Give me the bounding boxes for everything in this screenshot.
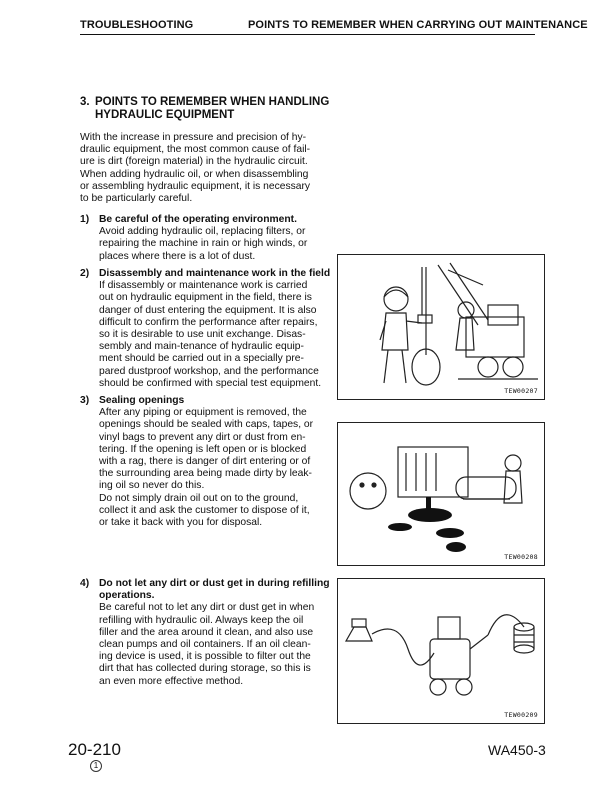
item-2-line: sembly and main-tenance of hydraulic equip-: [99, 341, 304, 353]
section-number: 3.: [80, 96, 90, 108]
intro-paragraph: [80, 132, 310, 205]
item-4-number: 4): [80, 578, 90, 589]
item-2-line: difficult to confirm the performance after repairs,: [99, 316, 318, 328]
item-2-line: out on hydraulic equipment in the field, there is: [99, 292, 312, 304]
item-2-title: Disassembly and maintenance work in the field: [99, 268, 331, 279]
item-3-line: collect it and ask the customer to dispose of it,: [99, 504, 310, 516]
header-section-name: TROUBLESHOOTING: [80, 19, 194, 31]
item-2-line: danger of dust entering the equipment. It is also: [99, 304, 317, 316]
item-1-number: 1): [80, 214, 90, 225]
revision-mark: 1: [90, 760, 102, 772]
item-2-line: pared dustproof workshop, and the performance: [99, 365, 319, 377]
figure-2-code: TEW00208: [504, 553, 538, 561]
item-2-line: should be confirmed with special test equipment.: [99, 377, 322, 389]
oil-spill-machine-icon: [338, 423, 544, 565]
model-number: WA450-3: [488, 742, 546, 758]
item-3-line: or take it back with you for disposal.: [99, 517, 263, 529]
item-1-line: repairing the machine in rain or high winds, or: [99, 238, 308, 250]
item-4-line: filler and the area around it clean, and also use: [99, 626, 314, 638]
item-2-number: 2): [80, 268, 90, 279]
item-4-title: operations.: [99, 590, 155, 602]
figure-1: [337, 254, 545, 400]
item-4-line: an even more effective method.: [99, 675, 244, 687]
intro-line: draulic equipment, the most common cause of fail-: [80, 144, 311, 156]
section-title-line2: HYDRAULIC EQUIPMENT: [95, 109, 235, 121]
item-4-line: Be careful not to let any dirt or dust get in when: [99, 602, 315, 614]
item-4-line: ing device is used, it is possible to filter out the: [99, 651, 311, 663]
item-3-line: openings should be sealed with caps, tapes, or: [99, 419, 314, 431]
header-topic: POINTS TO REMEMBER WHEN CARRYING OUT MAINTENANCE: [248, 19, 588, 31]
item-3-number: 3): [80, 395, 90, 406]
item-2-line: so it is desirable to use unit exchange. Disas-: [99, 329, 306, 341]
item-4: [99, 578, 330, 688]
intro-line: to be particularly careful.: [80, 193, 193, 205]
mechanic-with-crane-icon: [338, 255, 544, 399]
item-3-line: ing oil so never do this.: [99, 480, 205, 492]
item-3-title: Sealing openings: [99, 395, 185, 406]
item-3-line: with a rag, there is danger of dirt entering or of: [99, 456, 311, 468]
figure-2: [337, 422, 545, 566]
intro-line: With the increase in pressure and precision of hy-: [80, 132, 307, 143]
item-1: [99, 214, 307, 263]
item-2: [99, 268, 330, 390]
item-3-line: tering. If the opening is left open or is blocked: [99, 443, 307, 455]
intro-line: ure is dirt (foreign material) in the hydraulic circuit.: [80, 156, 308, 168]
oil-cleaning-device-icon: [338, 579, 544, 723]
item-4-line: dirt that has collected during storage, so this is: [99, 663, 311, 675]
item-4-line: clean pumps and oil containers. If an oil clean-: [99, 639, 311, 651]
item-3-line: Do not simply drain oil out on to the ground,: [99, 492, 299, 504]
section-title: [80, 96, 330, 122]
item-1-line: places where there is a lot of dust.: [99, 250, 256, 262]
item-2-line: ment should be carried out in a specially pre-: [99, 353, 304, 365]
page-number: 20-210: [68, 740, 121, 759]
item-3-line: vinyl bags to prevent any dirt or dust from en-: [99, 431, 306, 443]
figure-3: [337, 578, 545, 724]
item-3-line: After any piping or equipment is removed, the: [99, 407, 307, 419]
intro-line: or assembling hydraulic equipment, it is necessary: [80, 180, 311, 192]
item-4-line: refilling with hydraulic oil. Always keep the oil: [99, 614, 304, 626]
item-2-line: If disassembly or maintenance work is carried: [99, 280, 308, 292]
header-rule: [80, 34, 535, 35]
item-3: [99, 395, 313, 529]
item-1-line: Avoid adding hydraulic oil, replacing filters, or: [99, 226, 306, 238]
intro-line: When adding hydraulic oil, or when disassembling: [80, 168, 309, 180]
figure-3-code: TEW00209: [504, 711, 538, 719]
item-3-line: the surrounding area being made dirty by leak-: [99, 468, 312, 480]
section-title-line1: POINTS TO REMEMBER WHEN HANDLING: [95, 96, 330, 108]
figure-1-code: TEW00207: [504, 387, 538, 395]
item-4-title: Do not let any dirt or dust get in during refilling: [99, 578, 330, 589]
item-1-title: Be careful of the operating environment.: [99, 214, 297, 225]
